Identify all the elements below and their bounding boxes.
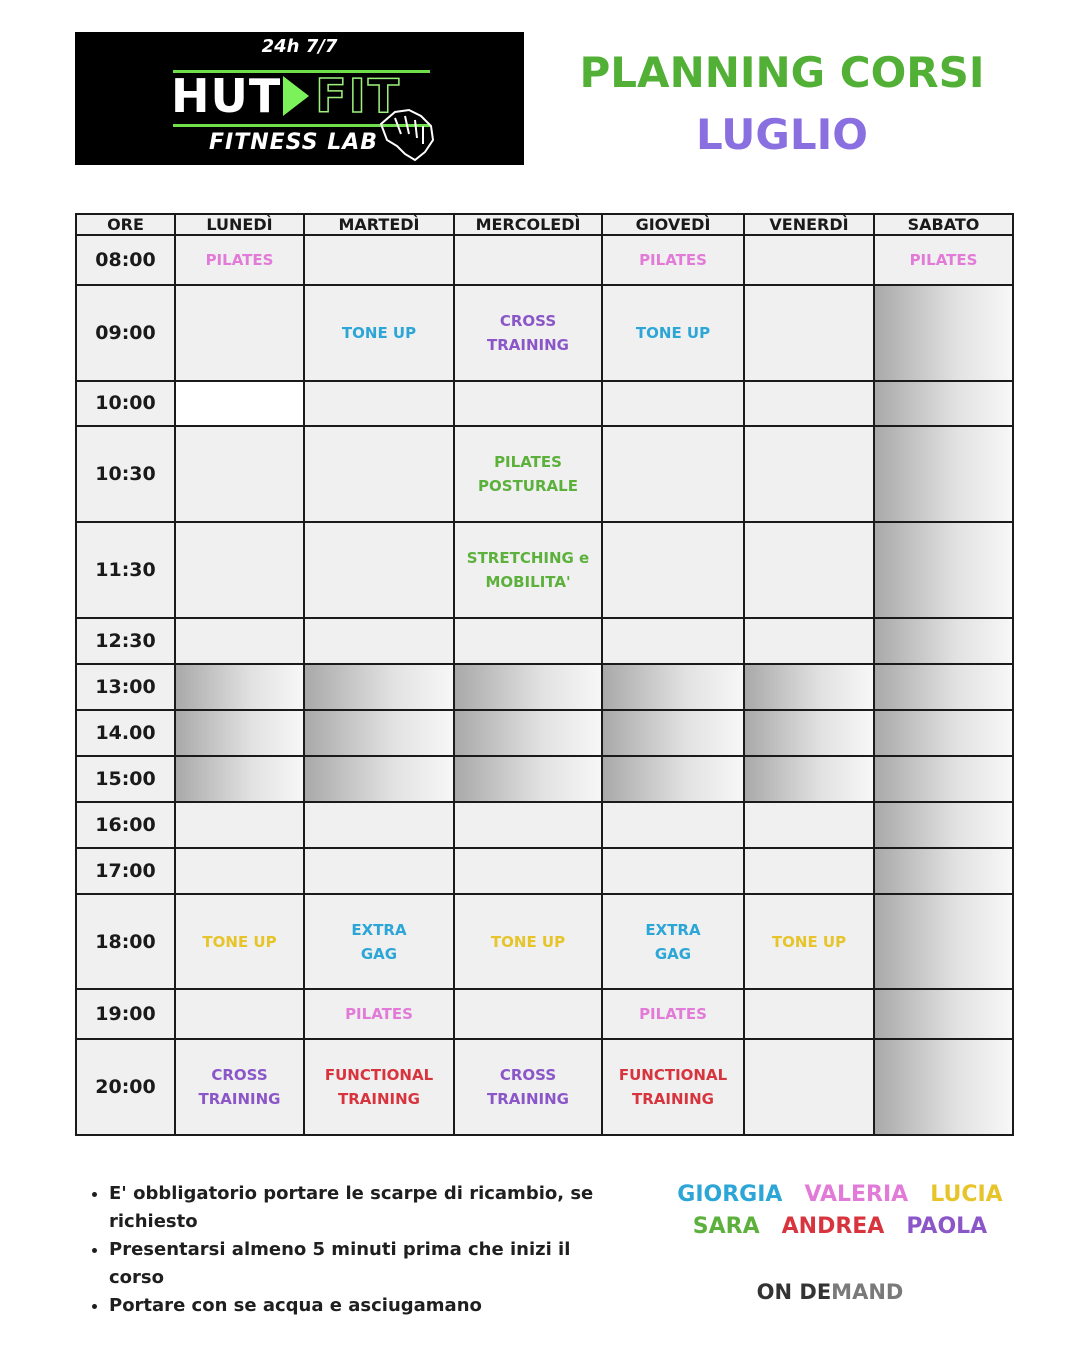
empty-cell: [304, 381, 454, 427]
class-cell: [454, 522, 602, 618]
on-demand-part1: ON DE: [756, 1280, 832, 1304]
trainer-name: SARA: [692, 1214, 760, 1239]
unavailable-cell: [874, 756, 1013, 802]
unavailable-cell: [874, 894, 1013, 990]
empty-cell: [175, 618, 304, 664]
notes-list: [85, 1180, 629, 1320]
empty-cell: [602, 381, 744, 427]
class-name-line2: POSTURALE: [478, 477, 578, 496]
time-cell: 16:00: [76, 802, 175, 848]
class-name-line1: TONE UP: [202, 932, 277, 951]
time-cell: 12:30: [76, 618, 175, 664]
trainer-name: ANDREA: [781, 1214, 885, 1239]
class-cell: [602, 285, 744, 381]
empty-cell: [454, 848, 602, 894]
unavailable-cell: [744, 710, 874, 756]
column-header: SABATO: [874, 214, 1013, 235]
unavailable-cell: [175, 756, 304, 802]
schedule-table: [75, 213, 1014, 1136]
column-header: ORE: [76, 214, 175, 235]
table-row: [76, 522, 1013, 618]
empty-cell: [602, 618, 744, 664]
empty-cell: [175, 381, 304, 427]
logo-brand-right: FIT: [315, 69, 402, 123]
empty-cell: [304, 235, 454, 285]
play-arrow-icon: [283, 76, 309, 116]
class-cell: [874, 235, 1013, 285]
trainer-name: LUCIA: [930, 1182, 1003, 1207]
empty-cell: [744, 618, 874, 664]
empty-cell: [175, 426, 304, 522]
page-title: PLANNING CORSI: [579, 48, 985, 97]
time-cell: 15:00: [76, 756, 175, 802]
empty-cell: [602, 848, 744, 894]
class-name-line1: CROSS: [499, 1066, 557, 1085]
time-cell: 08:00: [76, 235, 175, 285]
unavailable-cell: [175, 664, 304, 710]
class-cell: [454, 894, 602, 990]
month-title: LUGLIO: [696, 110, 868, 159]
empty-cell: [744, 848, 874, 894]
class-cell: [454, 426, 602, 522]
empty-cell: [744, 522, 874, 618]
time-cell: 19:00: [76, 989, 175, 1039]
class-cell: [454, 285, 602, 381]
note-item: • E' obbligatorio portare le scarpe di ricambio, se richiesto: [109, 1180, 629, 1236]
logo-tagline: 24h 7/7: [261, 36, 338, 57]
on-demand-label: [700, 1280, 960, 1304]
unavailable-cell: [874, 426, 1013, 522]
table-row: [76, 894, 1013, 990]
class-cell: [304, 894, 454, 990]
time-cell: 14.00: [76, 710, 175, 756]
empty-cell: [175, 848, 304, 894]
class-name-line1: TONE UP: [771, 932, 847, 951]
column-header: VENERDÌ: [744, 214, 874, 235]
empty-cell: [744, 1039, 874, 1135]
empty-cell: [304, 618, 454, 664]
unavailable-cell: [744, 664, 874, 710]
empty-cell: [175, 802, 304, 848]
table-row: [76, 618, 1013, 664]
table-row: [76, 710, 1013, 756]
trainers-legend: [660, 1182, 1020, 1246]
class-name-line1: CROSS: [499, 311, 557, 330]
class-name-line1: EXTRA: [645, 920, 701, 939]
trainers-row: [660, 1182, 1020, 1214]
class-name-line1: PILATES: [639, 1005, 707, 1024]
time-cell: 09:00: [76, 285, 175, 381]
class-name-line1: TONE UP: [635, 323, 711, 342]
logo-brand: [171, 66, 401, 126]
logo-brand-left: HUT: [171, 69, 282, 123]
table-row: [76, 989, 1013, 1039]
time-cell: 17:00: [76, 848, 175, 894]
class-name-line1: PILATES: [494, 453, 562, 472]
time-cell: 13:00: [76, 664, 175, 710]
class-name-line2: TRAINING: [338, 1090, 420, 1109]
empty-cell: [744, 285, 874, 381]
unavailable-cell: [874, 710, 1013, 756]
class-name-line1: PILATES: [205, 250, 274, 269]
empty-cell: [744, 381, 874, 427]
class-cell: [175, 235, 304, 285]
table-row: [76, 1039, 1013, 1135]
class-cell: [602, 894, 744, 990]
empty-cell: [175, 285, 304, 381]
class-name-line1: PILATES: [909, 250, 978, 269]
time-cell: 10:00: [76, 381, 175, 427]
trainer-name: GIORGIA: [677, 1182, 783, 1207]
empty-cell: [304, 802, 454, 848]
class-name-line2: TRAINING: [198, 1090, 281, 1109]
class-name-line2: TRAINING: [632, 1090, 714, 1109]
column-header: MERCOLEDÌ: [454, 214, 602, 235]
trainer-name: VALERIA: [804, 1182, 909, 1207]
time-cell: 11:30: [76, 522, 175, 618]
table-row: [76, 285, 1013, 381]
class-cell: [304, 285, 454, 381]
class-name-line1: CROSS: [211, 1066, 268, 1085]
class-name-line2: MOBILITA': [485, 573, 571, 592]
unavailable-cell: [874, 664, 1013, 710]
class-cell: [454, 1039, 602, 1135]
class-name-line2: GAG: [654, 944, 692, 963]
class-name-line1: STRETCHING e: [466, 549, 590, 568]
unavailable-cell: [602, 710, 744, 756]
unavailable-cell: [304, 664, 454, 710]
table-row: [76, 756, 1013, 802]
column-header: GIOVEDÌ: [602, 214, 744, 235]
class-cell: [175, 1039, 304, 1135]
empty-cell: [454, 989, 602, 1039]
unavailable-cell: [874, 285, 1013, 381]
unavailable-cell: [874, 848, 1013, 894]
column-header: MARTEDÌ: [304, 214, 454, 235]
class-cell: [175, 894, 304, 990]
table-header-row: [76, 214, 1013, 235]
unavailable-cell: [874, 802, 1013, 848]
class-cell: [602, 1039, 744, 1135]
empty-cell: [304, 522, 454, 618]
empty-cell: [175, 522, 304, 618]
table-row: [76, 235, 1013, 285]
unavailable-cell: [874, 989, 1013, 1039]
empty-cell: [175, 989, 304, 1039]
empty-cell: [304, 426, 454, 522]
unavailable-cell: [304, 756, 454, 802]
trainers-row: [660, 1214, 1020, 1246]
empty-cell: [304, 848, 454, 894]
empty-cell: [744, 235, 874, 285]
empty-cell: [744, 426, 874, 522]
class-name-line1: PILATES: [639, 250, 707, 269]
gym-logo: [75, 32, 524, 165]
unavailable-cell: [874, 381, 1013, 427]
on-demand-part2: MAND: [831, 1280, 904, 1304]
class-name-line1: FUNCTIONAL: [324, 1066, 434, 1085]
time-cell: 18:00: [76, 894, 175, 990]
class-name-line2: TRAINING: [487, 335, 569, 354]
class-name-line2: TRAINING: [487, 1090, 569, 1109]
table-row: [76, 664, 1013, 710]
empty-cell: [744, 989, 874, 1039]
empty-cell: [454, 618, 602, 664]
class-name-line1: EXTRA: [351, 920, 407, 939]
table-row: [76, 848, 1013, 894]
unavailable-cell: [874, 522, 1013, 618]
table-row: [76, 426, 1013, 522]
note-item: • Portare con se acqua e asciugamano: [109, 1292, 629, 1320]
column-header: LUNEDÌ: [175, 214, 304, 235]
table-row: [76, 802, 1013, 848]
empty-cell: [454, 381, 602, 427]
tiger-icon: [375, 94, 437, 164]
class-cell: [304, 989, 454, 1039]
empty-cell: [454, 235, 602, 285]
empty-cell: [454, 802, 602, 848]
class-cell: [744, 894, 874, 990]
time-cell: 10:30: [76, 426, 175, 522]
unavailable-cell: [874, 1039, 1013, 1135]
unavailable-cell: [304, 710, 454, 756]
empty-cell: [744, 802, 874, 848]
class-name-line1: FUNCTIONAL: [618, 1066, 728, 1085]
empty-cell: [602, 522, 744, 618]
unavailable-cell: [454, 756, 602, 802]
unavailable-cell: [602, 756, 744, 802]
logo-subtitle: FITNESS LAB: [209, 130, 379, 155]
note-item: • Presentarsi almeno 5 minuti prima che inizi il corso: [109, 1236, 629, 1292]
unavailable-cell: [744, 756, 874, 802]
class-name-line2: GAG: [360, 944, 398, 963]
empty-cell: [602, 802, 744, 848]
trainer-name: PAOLA: [906, 1214, 988, 1239]
unavailable-cell: [874, 618, 1013, 664]
class-cell: [602, 989, 744, 1039]
class-name-line1: PILATES: [345, 1005, 413, 1024]
class-name-line1: TONE UP: [341, 323, 417, 342]
unavailable-cell: [175, 710, 304, 756]
unavailable-cell: [602, 664, 744, 710]
unavailable-cell: [454, 710, 602, 756]
table-row: [76, 381, 1013, 427]
class-cell: [304, 1039, 454, 1135]
empty-cell: [602, 426, 744, 522]
class-name-line1: TONE UP: [490, 932, 566, 951]
unavailable-cell: [454, 664, 602, 710]
class-cell: [602, 235, 744, 285]
time-cell: 20:00: [76, 1039, 175, 1135]
